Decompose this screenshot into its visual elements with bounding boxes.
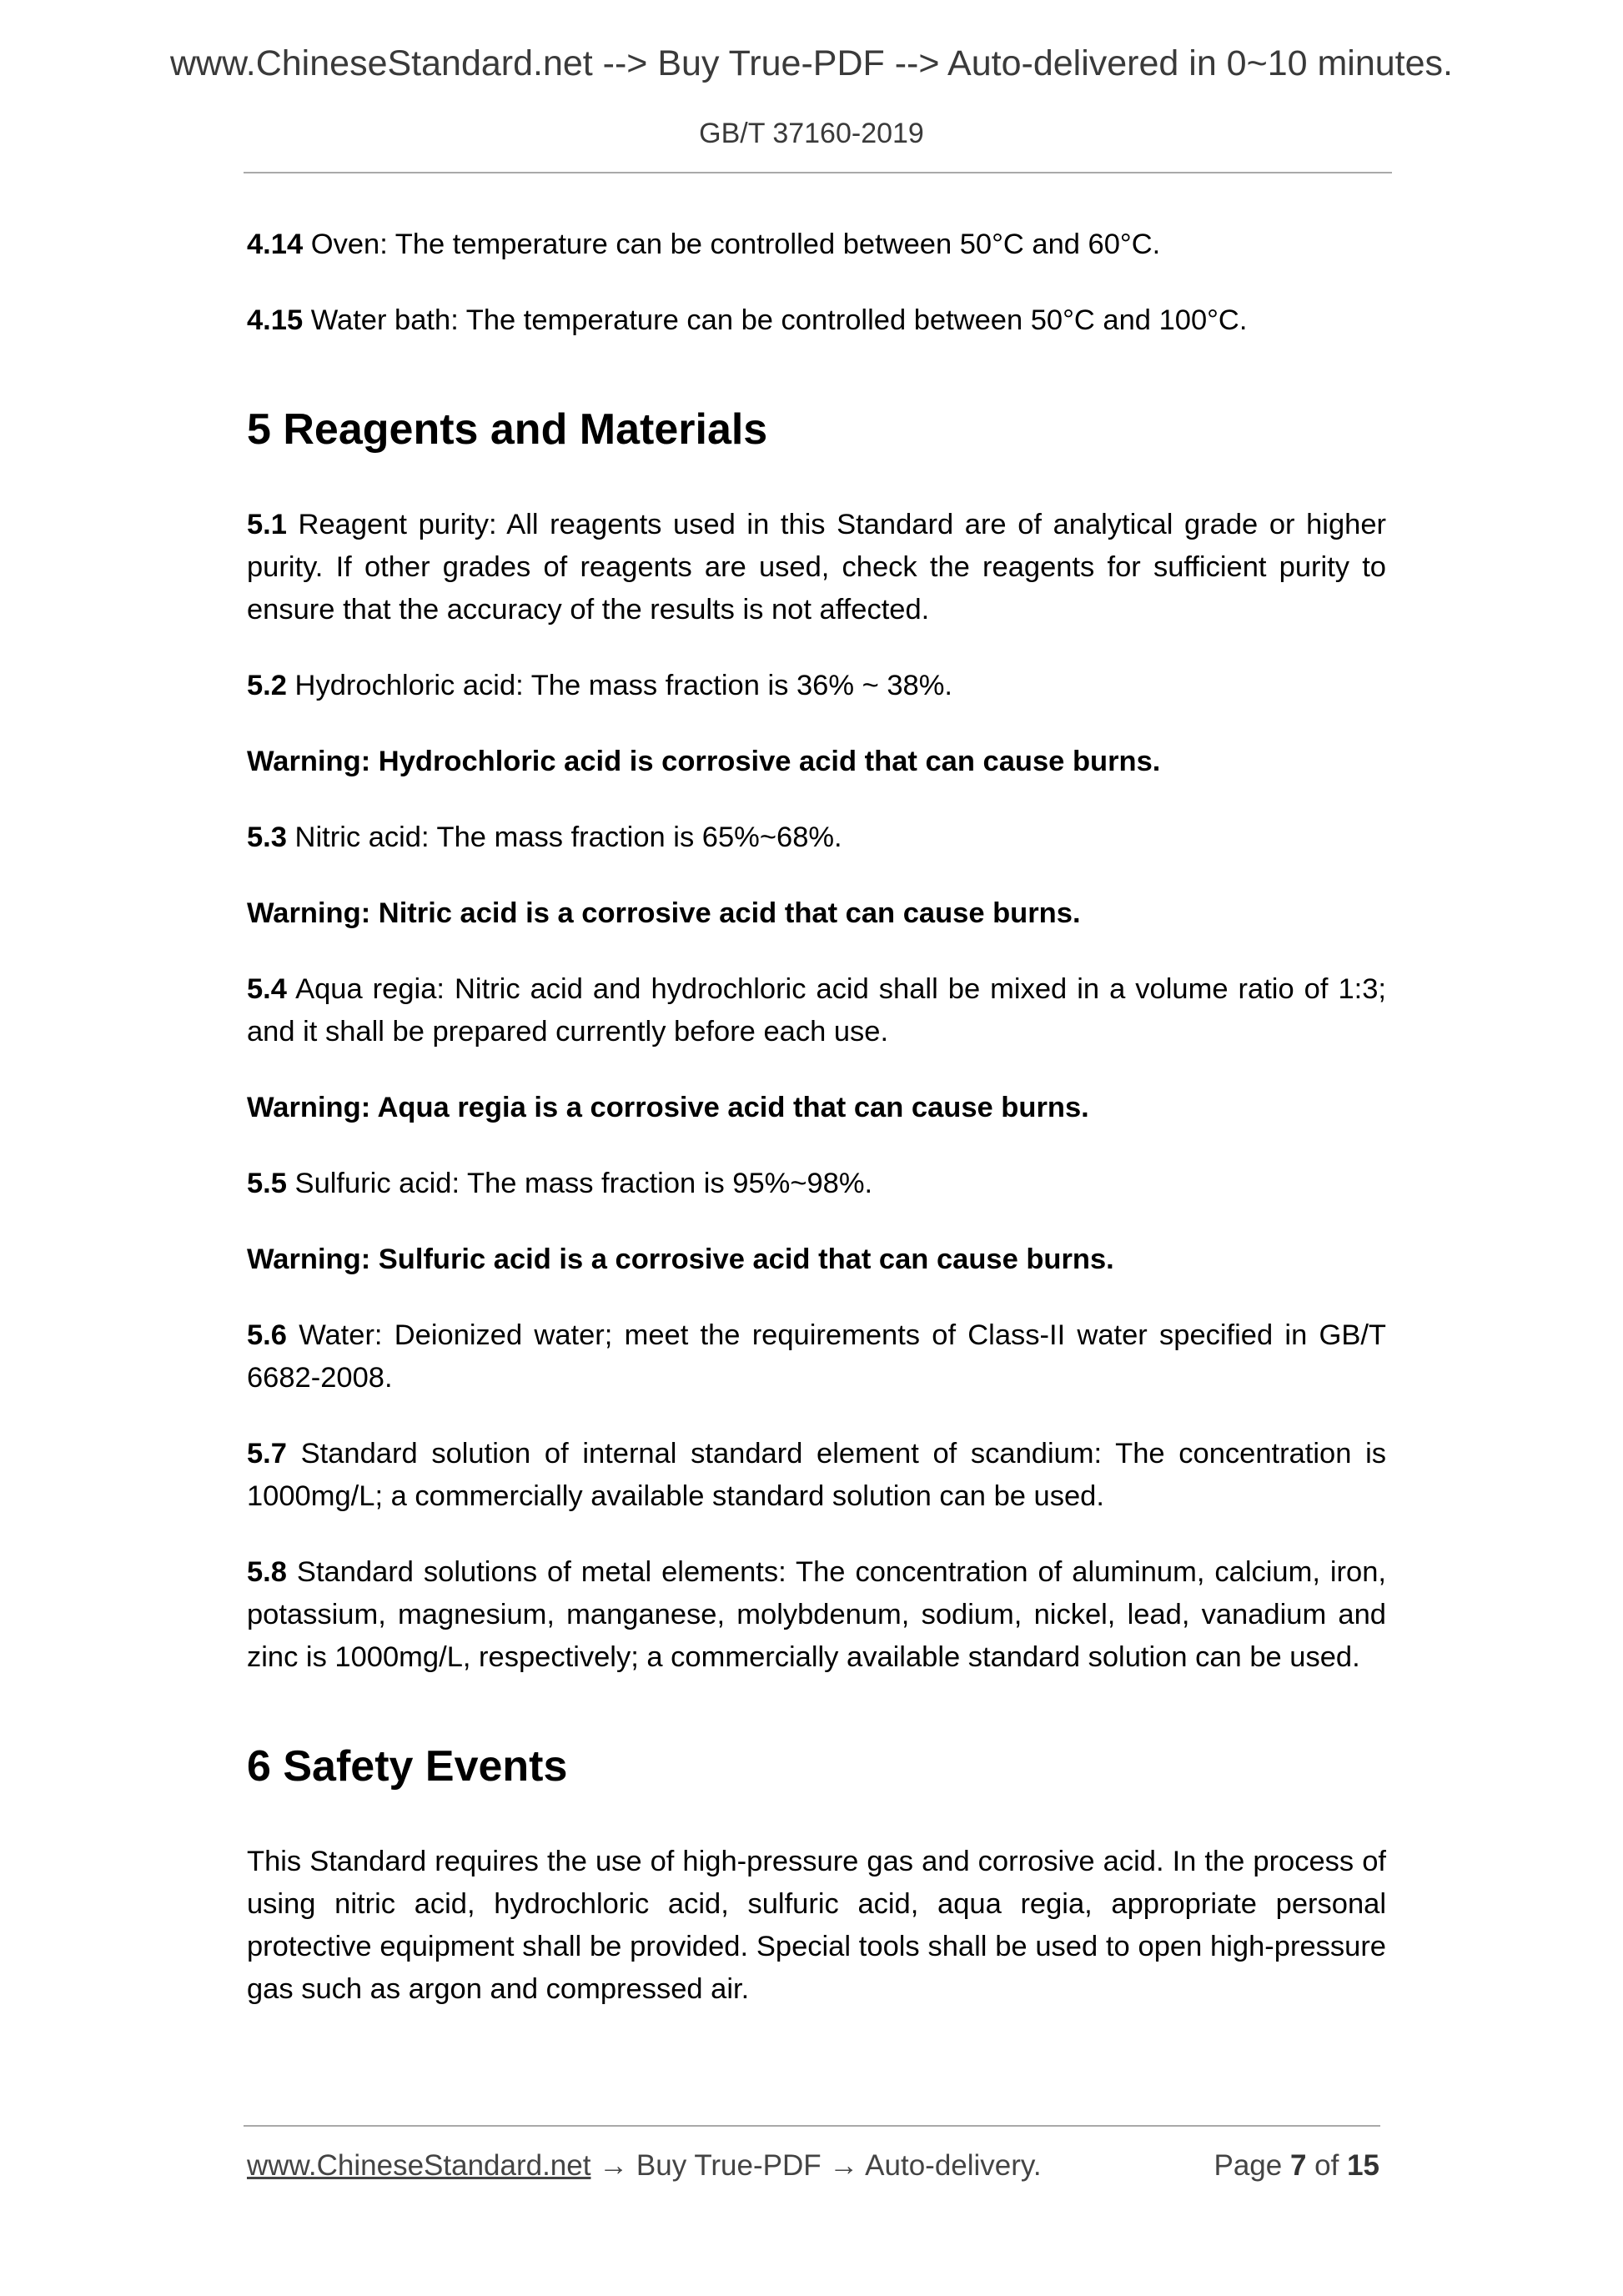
clause-5-5 bbox=[247, 1163, 1386, 1205]
warning-hydrochloric: Warning: Hydrochloric acid is corrosive acid that can cause burns. bbox=[247, 746, 1161, 777]
clause-text: Nitric acid: The mass fraction is 65%~68%. bbox=[286, 821, 842, 853]
clause-number: 5.1 bbox=[247, 509, 287, 540]
clause-5-4 bbox=[247, 968, 1386, 1053]
of-label: of bbox=[1306, 2149, 1348, 2182]
page-total: 15 bbox=[1347, 2149, 1379, 2182]
clause-text: Aqua regia: Nitric acid and hydrochloric acid shall be mixed in a volume ratio of 1:3; and it shall be prepared currently before each use. bbox=[247, 973, 1386, 1048]
standard-code: GB/T 37160-2019 bbox=[699, 118, 924, 149]
clause-text: Water bath: The temperature can be controlled between 50°C and 100°C. bbox=[303, 304, 1248, 336]
footer-divider bbox=[244, 2125, 1380, 2127]
footer-site-link[interactable]: www.ChineseStandard.net bbox=[247, 2149, 591, 2182]
clause-text: Reagent purity: All reagents used in this Standard are of analytical grade or higher purity. If other grades of reagents are used, check the reagents for sufficient purity to ensure that the accuracy of the results is not affected. bbox=[247, 509, 1386, 625]
clause-text: Standard solution of internal standard element of scandium: The concentration is 1000mg/L; a commercially available standard solution can be used. bbox=[247, 1438, 1386, 1512]
clause-5-2 bbox=[247, 665, 1386, 707]
header-divider bbox=[244, 172, 1392, 173]
footer-tagline: → Buy True-PDF → Auto-delivery. bbox=[590, 2149, 1042, 2182]
clause-number: 5.3 bbox=[247, 821, 287, 853]
clause-5-8 bbox=[247, 1551, 1386, 1679]
clause-number: 5.2 bbox=[247, 670, 287, 701]
clause-5-3 bbox=[247, 816, 1386, 859]
page-body bbox=[247, 224, 1386, 2011]
clause-4-14 bbox=[247, 224, 1386, 266]
clause-text: Hydrochloric acid: The mass fraction is 36% ~ 38%. bbox=[286, 670, 952, 701]
section-6-body: This Standard requires the use of high-pressure gas and corrosive acid. In the process of using nitric acid, hydrochloric acid, sulfuric acid, aqua regia, appropriate personal protective equipment shall be provided. Special tools shall be used to open high-pressure gas such as argon and compressed air. bbox=[247, 1846, 1386, 2005]
section-5-heading: 5 Reagents and Materials bbox=[247, 405, 768, 454]
footer-left bbox=[247, 2149, 1042, 2183]
clause-number: 4.14 bbox=[247, 229, 304, 260]
clause-text: Oven: The temperature can be controlled between 50°C and 60°C. bbox=[303, 229, 1161, 260]
clause-text: Standard solutions of metal elements: The concentration of aluminum, calcium, iron, potassium, magnesium, manganese, molybdenum, sodium, nickel, lead, vanadium and zinc is 1000mg/L, respectively; a commercially available standard solution can be used. bbox=[247, 1556, 1386, 1673]
clause-number: 4.15 bbox=[247, 304, 304, 336]
warning-aqua-regia: Warning: Aqua regia is a corrosive acid that can cause burns. bbox=[247, 1092, 1089, 1123]
clause-5-6 bbox=[247, 1314, 1386, 1399]
warning-nitric: Warning: Nitric acid is a corrosive acid that can cause burns. bbox=[247, 897, 1081, 929]
warning-sulfuric: Warning: Sulfuric acid is a corrosive acid that can cause burns. bbox=[247, 1243, 1114, 1275]
section-6-heading: 6 Safety Events bbox=[247, 1742, 568, 1791]
clause-5-1 bbox=[247, 504, 1386, 631]
page-number: 7 bbox=[1289, 2149, 1307, 2182]
clause-number: 5.7 bbox=[247, 1438, 287, 1470]
clause-number: 5.4 bbox=[247, 973, 287, 1005]
clause-text: Sulfuric acid: The mass fraction is 95%~98%. bbox=[286, 1168, 873, 1199]
clause-number: 5.5 bbox=[247, 1168, 287, 1199]
clause-4-15 bbox=[247, 299, 1386, 342]
top-banner: www.ChineseStandard.net --> Buy True-PDF --> Auto-delivered in 0~10 minutes. bbox=[169, 43, 1453, 83]
clause-number: 5.6 bbox=[247, 1319, 287, 1351]
page-label: Page bbox=[1213, 2149, 1290, 2182]
page-indicator bbox=[1213, 2149, 1379, 2183]
clause-number: 5.8 bbox=[247, 1556, 287, 1588]
clause-5-7 bbox=[247, 1433, 1386, 1518]
clause-text: Water: Deionized water; meet the requirements of Class-II water specified in GB/T 6682-2008. bbox=[247, 1319, 1386, 1394]
